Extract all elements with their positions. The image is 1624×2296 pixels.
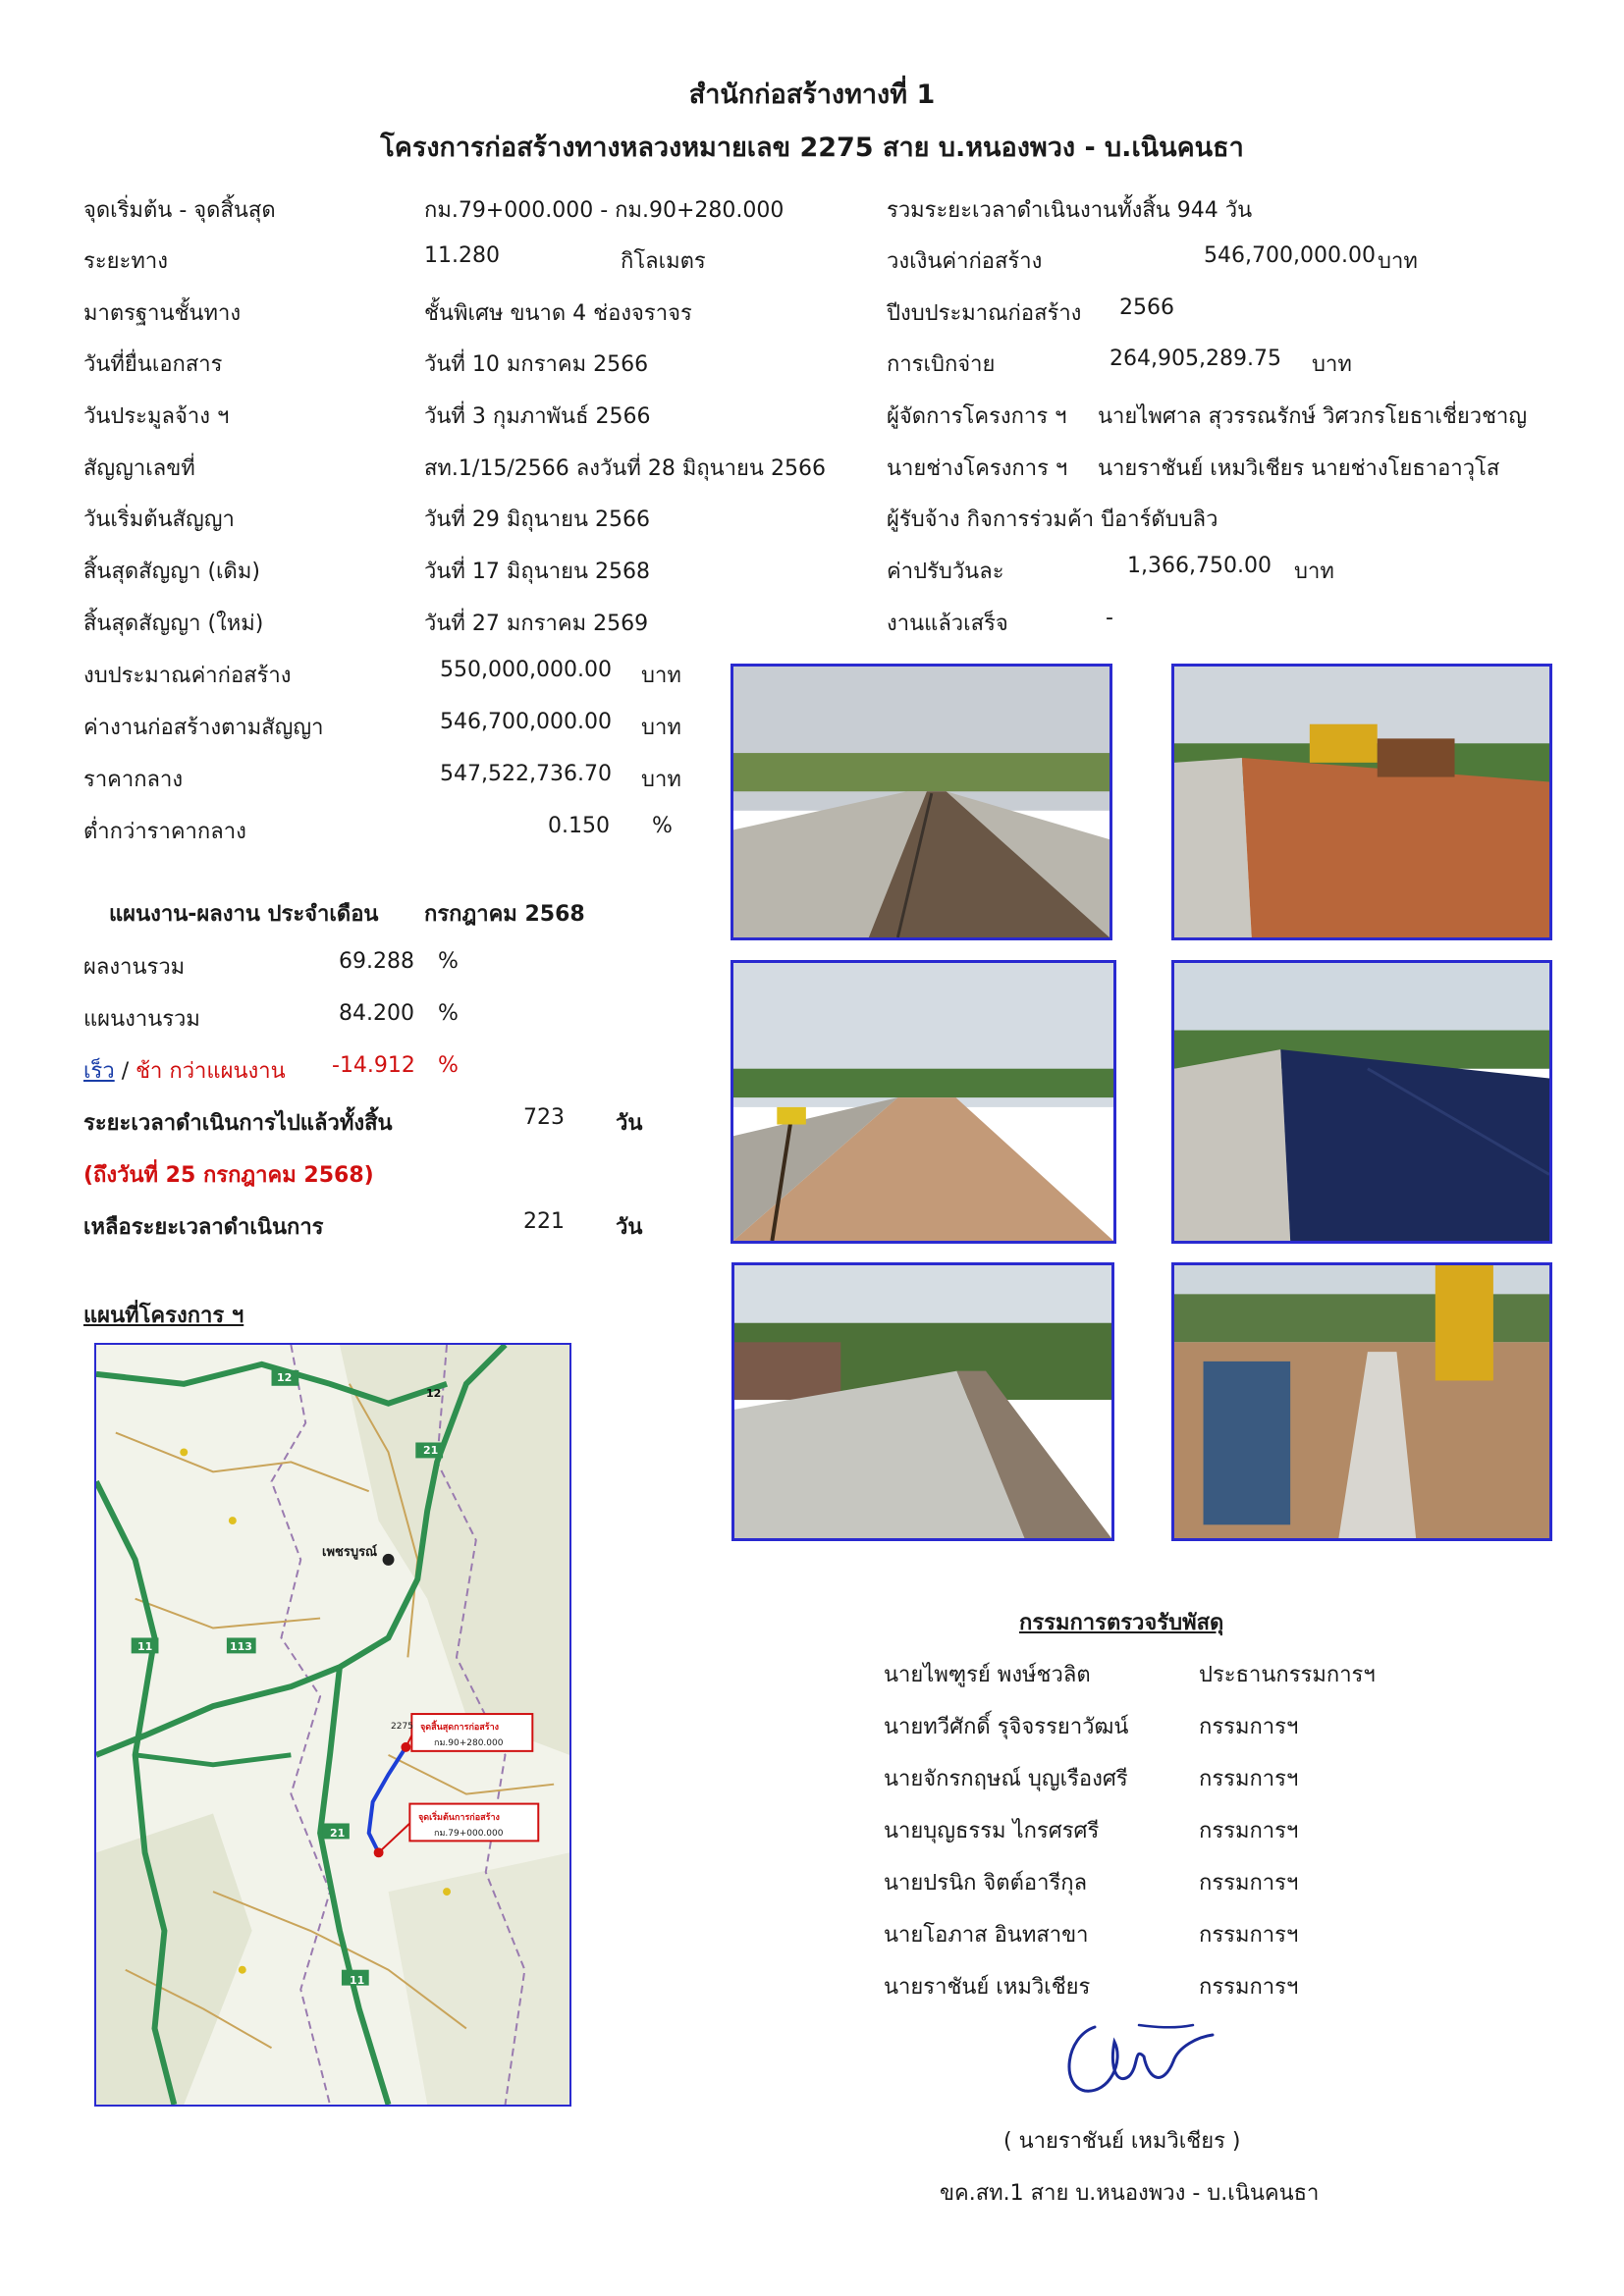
map-route-shield: 113 xyxy=(230,1640,252,1653)
budget-unit: บาท xyxy=(641,664,681,688)
info-label: นายช่างโครงการ ฯ xyxy=(887,456,1068,481)
map-end-label-2: กม.90+280.000 xyxy=(434,1738,504,1748)
committee-member-role: กรรมการฯ xyxy=(1199,1819,1299,1843)
committee-member-name: นายจักรกฤษณ์ บุญเรืองศรี xyxy=(884,1767,1128,1791)
committee-member-role: กรรมการฯ xyxy=(1199,1871,1299,1896)
info-label: สิ้นสุดสัญญา (ใหม่) xyxy=(83,612,264,636)
site-photo-6 xyxy=(1171,1262,1552,1541)
map-start-label-2: กม.79+000.000 xyxy=(434,1829,504,1839)
budget-unit: บาท xyxy=(641,716,681,740)
info-unit: บาท xyxy=(1312,352,1352,377)
plan-month: กรกฎาคม 2568 xyxy=(424,902,585,927)
map-route-shield: 21 xyxy=(330,1827,346,1840)
info-value: สท.1/15/2566 ลงวันที่ 28 มิถุนายน 2566 xyxy=(424,456,826,481)
elapsed-value: 723 xyxy=(523,1105,565,1130)
info-value: 546,700,000.00 xyxy=(1204,243,1376,268)
committee-heading: กรรมการตรวจรับพัสดุ xyxy=(1019,1611,1224,1635)
budget-value: 550,000,000.00 xyxy=(440,658,612,682)
plan-unit: % xyxy=(438,949,459,974)
committee-member-name: นายไพฑูรย์ พงษ์ชวลิต xyxy=(884,1663,1091,1687)
remaining-value: 221 xyxy=(523,1209,565,1234)
info-label: งานแล้วเสร็จ xyxy=(887,612,1008,636)
map-start-label-1: จุดเริ่มต้นการก่อสร้าง xyxy=(418,1813,500,1823)
map-heading: แผนที่โครงการ ฯ xyxy=(83,1304,244,1328)
budget-value: 546,700,000.00 xyxy=(440,710,612,734)
info-label: ผู้รับจ้าง กิจการร่วมค้า บีอาร์ดับบลิว xyxy=(887,507,1218,532)
plan-diff-value: -14.912 xyxy=(332,1053,415,1078)
signature xyxy=(1056,2007,1222,2106)
committee-member-role: ประธานกรรมการฯ xyxy=(1199,1663,1376,1687)
slash: / xyxy=(114,1059,136,1084)
info-value: นายราชันย์ เหมวิเชียร นายช่างโยธาอาวุโส xyxy=(1098,456,1500,481)
info-label: รวมระยะเวลาดำเนินงานทั้งสิ้น 944 วัน xyxy=(887,198,1253,223)
info-label: วันเริ่มต้นสัญญา xyxy=(83,507,235,532)
info-value: นายไพศาล สุวรรณรักษ์ วิศวกรโยธาเชี่ยวชาญ xyxy=(1098,404,1528,429)
committee-member-name: นายปรนิก จิตต์อารีกุล xyxy=(884,1871,1088,1896)
plan-value: 84.200 xyxy=(339,1001,414,1026)
plan-heading: แผนงาน-ผลงาน ประจำเดือน xyxy=(109,902,379,927)
map-end-label-1: จุดสิ้นสุดการก่อสร้าง xyxy=(420,1723,500,1733)
info-label: ระยะทาง xyxy=(83,249,168,274)
committee-member-name: นายโอภาส อินทสาขา xyxy=(884,1923,1089,1948)
info-value: 264,905,289.75 xyxy=(1110,347,1281,371)
info-value: วันที่ 17 มิถุนายน 2568 xyxy=(424,560,651,584)
site-photo-2 xyxy=(1171,664,1552,940)
budget-value: 547,522,736.70 xyxy=(440,762,612,786)
plan-label: ผลงานรวม xyxy=(83,955,186,980)
slow-label: ช้า กว่าแผนงาน xyxy=(135,1059,286,1084)
info-label: มาตรฐานชั้นทาง xyxy=(83,301,242,326)
plan-value: 69.288 xyxy=(339,949,414,974)
signer-name: ( นายราชันย์ เหมวิเชียร ) xyxy=(1003,2129,1241,2154)
budget-unit: บาท xyxy=(641,768,681,792)
plan-diff-label xyxy=(83,1053,286,1088)
committee-member-role: กรรมการฯ xyxy=(1199,1767,1299,1791)
info-label: สัญญาเลขที่ xyxy=(83,456,195,481)
committee-member-role: กรรมการฯ xyxy=(1199,1715,1299,1739)
info-unit: บาท xyxy=(1294,560,1334,584)
elapsed-unit: วัน xyxy=(616,1111,643,1136)
info-value: 11.280 xyxy=(424,243,500,268)
info-unit: บาท xyxy=(1378,249,1418,274)
project-title: โครงการก่อสร้างทางหลวงหมายเลข 2275 สาย บ.หนองพวง - บ.เนินคนธา xyxy=(380,133,1244,163)
budget-unit: % xyxy=(652,814,673,838)
info-value: กม.79+000.000 - กม.90+280.000 xyxy=(424,198,785,223)
committee-member-role: กรรมการฯ xyxy=(1199,1975,1299,2000)
project-map xyxy=(94,1343,571,2107)
committee-member-name: นายทวีศักดิ์ รุจิจรรยาวัฒน์ xyxy=(884,1715,1129,1739)
map-route-shield: 21 xyxy=(423,1444,439,1457)
asof-date: (ถึงวันที่ 25 กรกฎาคม 2568) xyxy=(83,1163,374,1188)
fast-label: เร็ว xyxy=(83,1059,115,1084)
info-label: ผู้จัดการโครงการ ฯ xyxy=(887,404,1067,429)
map-route-shield: 2275 xyxy=(391,1722,413,1732)
remaining-label: เหลือระยะเวลาดำเนินการ xyxy=(83,1215,324,1240)
info-label: วันที่ยื่นเอกสาร xyxy=(83,352,223,377)
signer-title: ขค.สท.1 สาย บ.หนองพวง - บ.เนินคนธา xyxy=(940,2181,1320,2206)
info-label: วงเงินค่าก่อสร้าง xyxy=(887,249,1043,274)
info-unit: กิโลเมตร xyxy=(621,249,706,274)
info-label: จุดเริ่มต้น - จุดสิ้นสุด xyxy=(83,198,276,223)
site-photo-5 xyxy=(731,1262,1114,1541)
info-value: วันที่ 27 มกราคม 2569 xyxy=(424,612,649,636)
map-route-shield: 12 xyxy=(426,1387,442,1400)
info-value: วันที่ 29 มิถุนายน 2566 xyxy=(424,507,651,532)
info-label: ปีงบประมาณก่อสร้าง xyxy=(887,301,1082,326)
committee-member-name: นายราชันย์ เหมวิเชียร xyxy=(884,1975,1091,2000)
committee-member-name: นายบุญธรรม ไกรศรศรี xyxy=(884,1819,1100,1843)
map-route-shield: 11 xyxy=(137,1640,153,1653)
budget-label: ราคากลาง xyxy=(83,768,184,792)
map-route-shield: 11 xyxy=(350,1974,365,1987)
map-city-label: เพชรบูรณ์ xyxy=(322,1545,378,1560)
info-value: 2566 xyxy=(1119,295,1174,320)
plan-diff-unit: % xyxy=(438,1053,459,1078)
office-title: สำนักก่อสร้างทางที่ 1 xyxy=(688,80,936,110)
site-photo-3 xyxy=(731,960,1116,1244)
budget-label: ต่ำกว่าราคากลาง xyxy=(83,820,246,844)
info-value: ชั้นพิเศษ ขนาด 4 ช่องจราจร xyxy=(424,301,692,326)
budget-label: ค่างานก่อสร้างตามสัญญา xyxy=(83,716,324,740)
info-value: วันที่ 10 มกราคม 2566 xyxy=(424,352,649,377)
info-label: ค่าปรับวันละ xyxy=(887,560,1004,584)
site-photo-4 xyxy=(1171,960,1552,1244)
remaining-unit: วัน xyxy=(616,1215,643,1240)
plan-unit: % xyxy=(438,1001,459,1026)
budget-value: 0.150 xyxy=(548,814,610,838)
info-value: วันที่ 3 กุมภาพันธ์ 2566 xyxy=(424,404,651,429)
committee-member-role: กรรมการฯ xyxy=(1199,1923,1299,1948)
map-route-shield: 12 xyxy=(277,1371,293,1384)
info-label: สิ้นสุดสัญญา (เดิม) xyxy=(83,560,260,584)
site-photo-1 xyxy=(731,664,1112,940)
elapsed-label: ระยะเวลาดำเนินการไปแล้วทั้งสิ้น xyxy=(83,1111,393,1136)
info-value: 1,366,750.00 xyxy=(1127,554,1272,578)
info-label: วันประมูลจ้าง ฯ xyxy=(83,404,230,429)
info-label: การเบิกจ่าย xyxy=(887,352,996,377)
budget-label: งบประมาณค่าก่อสร้าง xyxy=(83,664,292,688)
info-value: - xyxy=(1106,606,1113,630)
plan-label: แผนงานรวม xyxy=(83,1007,200,1032)
